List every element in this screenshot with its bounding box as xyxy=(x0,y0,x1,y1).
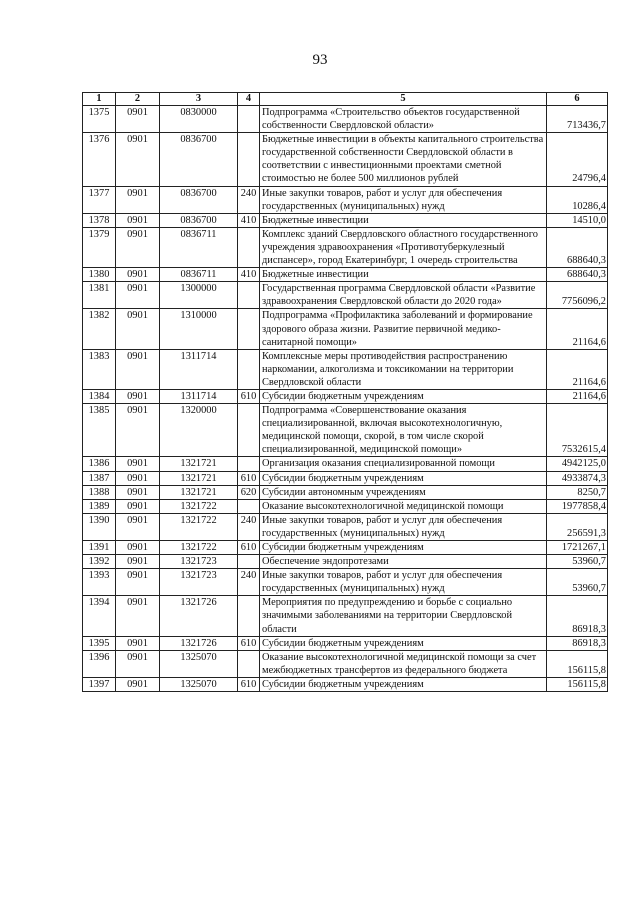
amount: 10286,4 xyxy=(547,186,608,213)
item-name: Оказание высокотехнологичной медицинской помощи xyxy=(260,499,547,513)
table-row xyxy=(83,499,608,513)
table-header xyxy=(83,93,608,106)
expense-type-code: 240 xyxy=(238,513,260,540)
section-code: 0901 xyxy=(116,471,160,485)
expense-type-code: 410 xyxy=(238,268,260,282)
amount: 1721267,1 xyxy=(547,541,608,555)
row-number: 1377 xyxy=(83,186,116,213)
item-name: Бюджетные инвестиции в объекты капитального строительства государственной собственности Свердловской области в соответствии с инвестиционными проектами сметной стоимостью не более 500 миллионов рублей xyxy=(260,133,547,186)
expense-type-code: 240 xyxy=(238,186,260,213)
expense-type-code xyxy=(238,650,260,677)
target-article-code: 1321722 xyxy=(160,499,238,513)
row-number: 1395 xyxy=(83,636,116,650)
item-name: Субсидии автономным учреждениям xyxy=(260,485,547,499)
row-number: 1383 xyxy=(83,349,116,389)
expense-type-code xyxy=(238,555,260,569)
target-article-code: 0836700 xyxy=(160,213,238,227)
target-article-code: 1325070 xyxy=(160,650,238,677)
table-row xyxy=(83,513,608,540)
target-article-code: 1320000 xyxy=(160,404,238,457)
section-code: 0901 xyxy=(116,596,160,636)
expense-type-code xyxy=(238,133,260,186)
table-row xyxy=(83,677,608,691)
item-name: Бюджетные инвестиции xyxy=(260,213,547,227)
table-row xyxy=(83,309,608,349)
target-article-code: 1311714 xyxy=(160,349,238,389)
table-row xyxy=(83,569,608,596)
expense-type-code xyxy=(238,349,260,389)
table-row xyxy=(83,541,608,555)
table-row xyxy=(83,268,608,282)
section-code: 0901 xyxy=(116,227,160,267)
section-code: 0901 xyxy=(116,555,160,569)
amount: 156115,8 xyxy=(547,650,608,677)
target-article-code: 0836700 xyxy=(160,133,238,186)
expense-type-code: 610 xyxy=(238,389,260,403)
section-code: 0901 xyxy=(116,389,160,403)
section-code: 0901 xyxy=(116,569,160,596)
section-code: 0901 xyxy=(116,268,160,282)
expense-type-code xyxy=(238,282,260,309)
item-name: Субсидии бюджетным учреждениям xyxy=(260,541,547,555)
section-code: 0901 xyxy=(116,636,160,650)
expense-type-code: 610 xyxy=(238,636,260,650)
table-row xyxy=(83,471,608,485)
table-body xyxy=(83,106,608,692)
amount: 21164,6 xyxy=(547,349,608,389)
section-code: 0901 xyxy=(116,404,160,457)
row-number: 1375 xyxy=(83,106,116,133)
target-article-code: 0836700 xyxy=(160,186,238,213)
section-code: 0901 xyxy=(116,513,160,540)
item-name: Оказание высокотехнологичной медицинской помощи за счет межбюджетных трансфертов из федерального бюджета xyxy=(260,650,547,677)
row-number: 1391 xyxy=(83,541,116,555)
target-article-code: 0836711 xyxy=(160,268,238,282)
row-number: 1381 xyxy=(83,282,116,309)
section-code: 0901 xyxy=(116,349,160,389)
amount: 1977858,4 xyxy=(547,499,608,513)
section-code: 0901 xyxy=(116,213,160,227)
table-row xyxy=(83,650,608,677)
row-number: 1385 xyxy=(83,404,116,457)
header-col-1: 1 xyxy=(83,93,116,106)
amount: 53960,7 xyxy=(547,555,608,569)
section-code: 0901 xyxy=(116,457,160,471)
amount: 14510,0 xyxy=(547,213,608,227)
expense-type-code: 610 xyxy=(238,677,260,691)
item-name: Бюджетные инвестиции xyxy=(260,268,547,282)
table-row xyxy=(83,349,608,389)
row-number: 1376 xyxy=(83,133,116,186)
target-article-code: 0830000 xyxy=(160,106,238,133)
item-name: Иные закупки товаров, работ и услуг для обеспечения государственных (муниципальных) нужд xyxy=(260,569,547,596)
table-row xyxy=(83,555,608,569)
table-row xyxy=(83,596,608,636)
expense-type-code xyxy=(238,106,260,133)
target-article-code: 1311714 xyxy=(160,389,238,403)
section-code: 0901 xyxy=(116,133,160,186)
target-article-code: 1321726 xyxy=(160,636,238,650)
amount: 24796,4 xyxy=(547,133,608,186)
item-name: Субсидии бюджетным учреждениям xyxy=(260,389,547,403)
row-number: 1384 xyxy=(83,389,116,403)
expense-type-code: 240 xyxy=(238,569,260,596)
expense-type-code xyxy=(238,499,260,513)
header-col-2: 2 xyxy=(116,93,160,106)
expense-type-code: 610 xyxy=(238,541,260,555)
expense-type-code xyxy=(238,404,260,457)
target-article-code: 1321721 xyxy=(160,471,238,485)
amount: 688640,3 xyxy=(547,268,608,282)
item-name: Подпрограмма «Совершенствование оказания специализированной, включая высокотехнологичную, медицинской помощи, скорой, в том числе скорой специализированной, медицинской помощи» xyxy=(260,404,547,457)
budget-table xyxy=(82,92,608,692)
section-code: 0901 xyxy=(116,485,160,499)
row-number: 1390 xyxy=(83,513,116,540)
item-name: Мероприятия по предупреждению и борьбе с социально значимыми заболеваниями на территории Свердловской области xyxy=(260,596,547,636)
target-article-code: 1321721 xyxy=(160,485,238,499)
target-article-code: 1300000 xyxy=(160,282,238,309)
amount: 713436,7 xyxy=(547,106,608,133)
header-col-3: 3 xyxy=(160,93,238,106)
item-name: Обеспечение эндопротезами xyxy=(260,555,547,569)
table-row xyxy=(83,186,608,213)
section-code: 0901 xyxy=(116,650,160,677)
item-name: Подпрограмма «Профилактика заболеваний и формирование здорового образа жизни. Развитие первичной медико-санитарной помощи» xyxy=(260,309,547,349)
expense-type-code xyxy=(238,596,260,636)
table-row xyxy=(83,213,608,227)
header-row xyxy=(83,93,608,106)
table-row xyxy=(83,485,608,499)
amount: 7532615,4 xyxy=(547,404,608,457)
amount: 7756096,2 xyxy=(547,282,608,309)
section-code: 0901 xyxy=(116,309,160,349)
target-article-code: 1321722 xyxy=(160,513,238,540)
table-row xyxy=(83,227,608,267)
target-article-code: 1321722 xyxy=(160,541,238,555)
header-col-4: 4 xyxy=(238,93,260,106)
table-row xyxy=(83,457,608,471)
expense-type-code xyxy=(238,457,260,471)
amount: 21164,6 xyxy=(547,389,608,403)
item-name: Субсидии бюджетным учреждениям xyxy=(260,677,547,691)
table-row xyxy=(83,106,608,133)
amount: 86918,3 xyxy=(547,596,608,636)
row-number: 1393 xyxy=(83,569,116,596)
target-article-code: 1321726 xyxy=(160,596,238,636)
amount: 86918,3 xyxy=(547,636,608,650)
header-col-5: 5 xyxy=(260,93,547,106)
expense-type-code xyxy=(238,309,260,349)
row-number: 1379 xyxy=(83,227,116,267)
target-article-code: 1321721 xyxy=(160,457,238,471)
row-number: 1394 xyxy=(83,596,116,636)
amount: 4933874,3 xyxy=(547,471,608,485)
row-number: 1392 xyxy=(83,555,116,569)
section-code: 0901 xyxy=(116,541,160,555)
row-number: 1387 xyxy=(83,471,116,485)
expense-type-code: 410 xyxy=(238,213,260,227)
amount: 53960,7 xyxy=(547,569,608,596)
amount: 21164,6 xyxy=(547,309,608,349)
target-article-code: 1310000 xyxy=(160,309,238,349)
table-row xyxy=(83,636,608,650)
item-name: Комплексные меры противодействия распространению наркомании, алкоголизма и токсикомании на территории Свердловской области xyxy=(260,349,547,389)
amount: 256591,3 xyxy=(547,513,608,540)
expense-type-code xyxy=(238,227,260,267)
target-article-code: 0836711 xyxy=(160,227,238,267)
row-number: 1388 xyxy=(83,485,116,499)
table-row xyxy=(83,389,608,403)
row-number: 1397 xyxy=(83,677,116,691)
page-number: 93 xyxy=(312,52,328,68)
target-article-code: 1321723 xyxy=(160,569,238,596)
table-row xyxy=(83,133,608,186)
expense-type-code: 610 xyxy=(238,471,260,485)
item-name: Иные закупки товаров, работ и услуг для обеспечения государственных (муниципальных) нужд xyxy=(260,186,547,213)
item-name: Субсидии бюджетным учреждениям xyxy=(260,471,547,485)
row-number: 1382 xyxy=(83,309,116,349)
amount: 156115,8 xyxy=(547,677,608,691)
row-number: 1386 xyxy=(83,457,116,471)
target-article-code: 1321723 xyxy=(160,555,238,569)
item-name: Организация оказания специализированной помощи xyxy=(260,457,547,471)
target-article-code: 1325070 xyxy=(160,677,238,691)
item-name: Субсидии бюджетным учреждениям xyxy=(260,636,547,650)
section-code: 0901 xyxy=(116,499,160,513)
item-name: Подпрограмма «Строительство объектов государственной собственности Свердловской области» xyxy=(260,106,547,133)
amount: 4942125,0 xyxy=(547,457,608,471)
amount: 8250,7 xyxy=(547,485,608,499)
header-col-6: 6 xyxy=(547,93,608,106)
table-row xyxy=(83,404,608,457)
expense-type-code: 620 xyxy=(238,485,260,499)
row-number: 1380 xyxy=(83,268,116,282)
section-code: 0901 xyxy=(116,677,160,691)
section-code: 0901 xyxy=(116,106,160,133)
section-code: 0901 xyxy=(116,186,160,213)
item-name: Комплекс зданий Свердловского областного государственного учреждения здравоохранения «Противотуберкулезный диспансер», город Екатеринбург, 1 очередь строительства xyxy=(260,227,547,267)
row-number: 1389 xyxy=(83,499,116,513)
item-name: Государственная программа Свердловской области «Развитие здравоохранения Свердловской области до 2020 года» xyxy=(260,282,547,309)
row-number: 1378 xyxy=(83,213,116,227)
row-number: 1396 xyxy=(83,650,116,677)
table-row xyxy=(83,282,608,309)
section-code: 0901 xyxy=(116,282,160,309)
amount: 688640,3 xyxy=(547,227,608,267)
item-name: Иные закупки товаров, работ и услуг для обеспечения государственных (муниципальных) нужд xyxy=(260,513,547,540)
